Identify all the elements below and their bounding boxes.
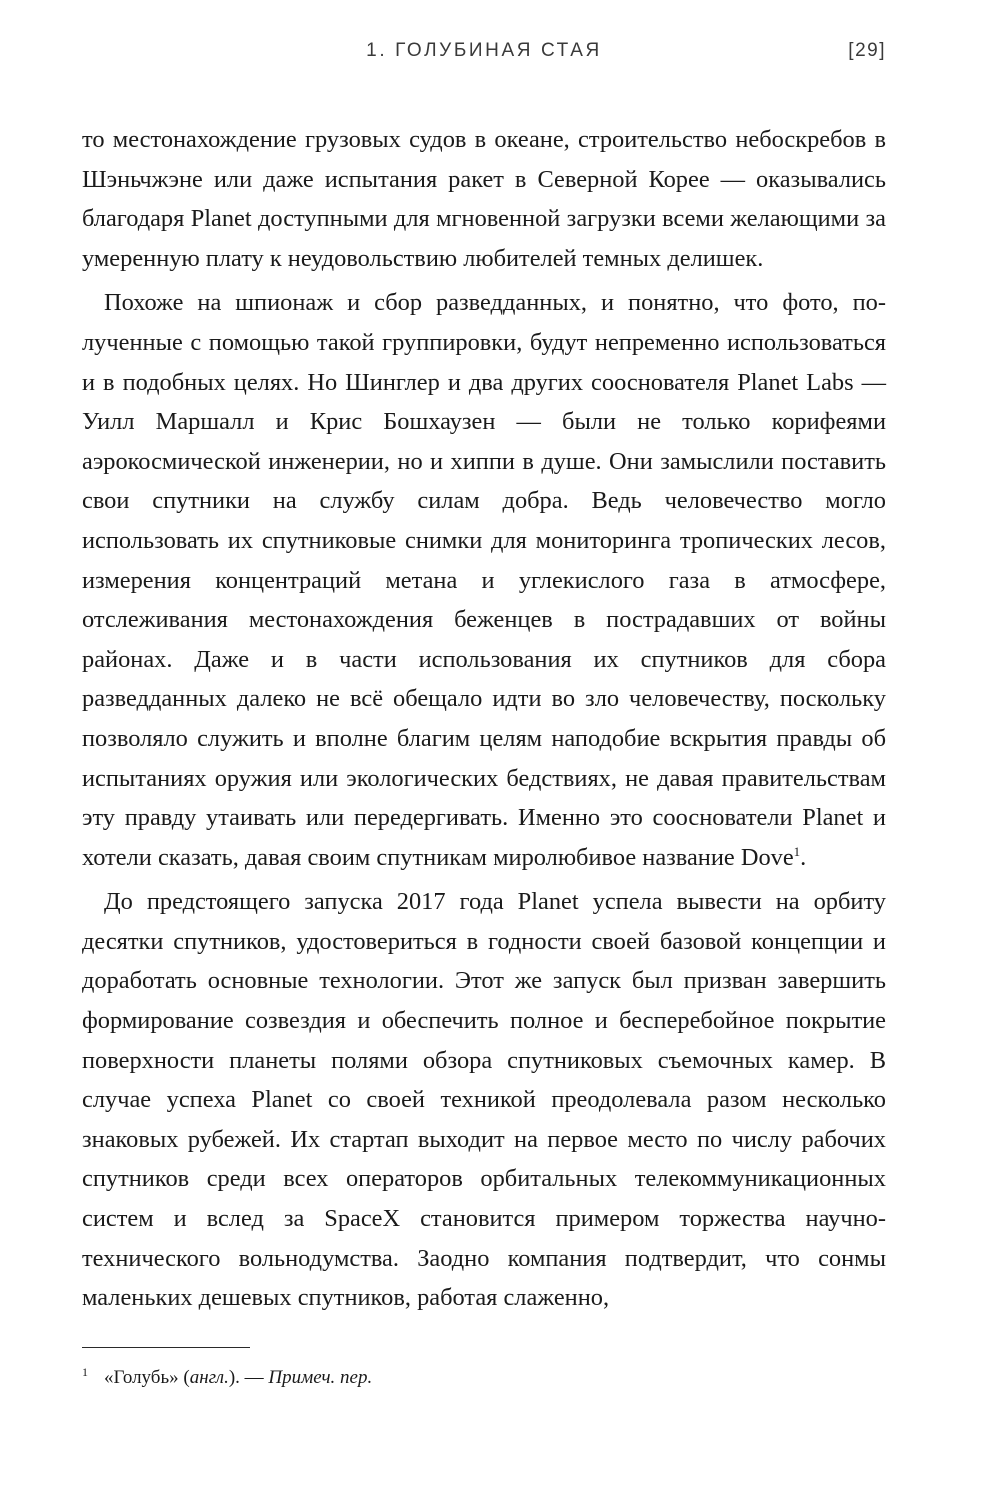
page-number: [29] xyxy=(848,40,886,61)
footnote-reference[interactable]: 1 xyxy=(793,843,801,859)
paragraph-text: то местонахождение грузовых судов в океане, строительство небоскребов в Шэньчжэне или даже испытания ракет в Северной Корее — оказывались благодаря Planet доступными для мгновенной загрузки всеми желающими за умеренную плату к неудовольствию любителей темных делишек. xyxy=(82,126,886,272)
chapter-title: 1. ГОЛУБИНАЯ СТАЯ xyxy=(366,40,602,61)
footnote-punct: ). — xyxy=(228,1367,269,1388)
paragraph xyxy=(82,882,886,1318)
footnote-language: англ. xyxy=(189,1367,229,1388)
paragraph xyxy=(82,283,886,877)
paragraph-continued xyxy=(82,120,886,278)
paragraph-text: Похоже на шпионаж и сбор разведданных, и понятно, что фото, полученные с помощью такой группировки, будут непременно использоваться и в подобных целях. Но Шинглер и два других сооснователя Planet Labs — Уилл Маршалл и Крис Бошхаузен — были не только корифеями аэрокосмической инженерии, но и хиппи в душе. Они замыслили поставить свои спутники на службу силам добра. Ведь человечество могло использовать их спутниковые снимки для мониторинга тропических лесов, измерения концентраций метана и углекислого газа в атмосфере, отслеживания местонахождения беженцев в пострадавших от войны районах. Даже и в части использования их спутников для сбора разведданных далеко не всё обещало идти во зло человечеству, поскольку позволяло служить и вполне благим целям наподобие вскрытия правды об испытаниях оружия или экологических бедствиях, не давая правительствам эту правду утаивать или передергивать. Именно это сооснователи Planet и хотели сказать, давая своим спутникам миролюбивое название Dove xyxy=(82,289,886,871)
footnote-translator-note: Примеч. пер. xyxy=(268,1367,373,1388)
paragraph-text-end: . xyxy=(800,843,807,871)
paragraph-text: До предстоящего запуска 2017 года Planet успела вывести на орбиту десятки спутников, удостовериться в годности своей базовой концепции и доработать основные технологии. Этот же запуск был призван завершить формирование созвездия и обеспечить полное и бесперебойное покрытие поверхности планеты полями обзора спутниковых съемочных камер. В случае успеха Planet со своей техникой преодолевала разом несколько знаковых рубежей. Их стартап выходит на первое место по числу рабочих спутников среди всех операторов орбитальных телекоммуникационных систем и вслед за SpaceX становится примером торжества научно-технического вольнодумства. Заодно компания подтвердит, что сонмы маленьких дешевых спутников, работая слаженно, xyxy=(82,888,886,1312)
footnote-rule xyxy=(82,1347,250,1348)
footnote: 1 «Голубь» (англ.). — Примеч. пер. xyxy=(82,1364,373,1388)
footnote-quote: «Голубь» xyxy=(104,1367,179,1388)
body-text xyxy=(82,120,886,1318)
footnote-punct: ( xyxy=(178,1367,190,1388)
running-head xyxy=(82,40,886,70)
